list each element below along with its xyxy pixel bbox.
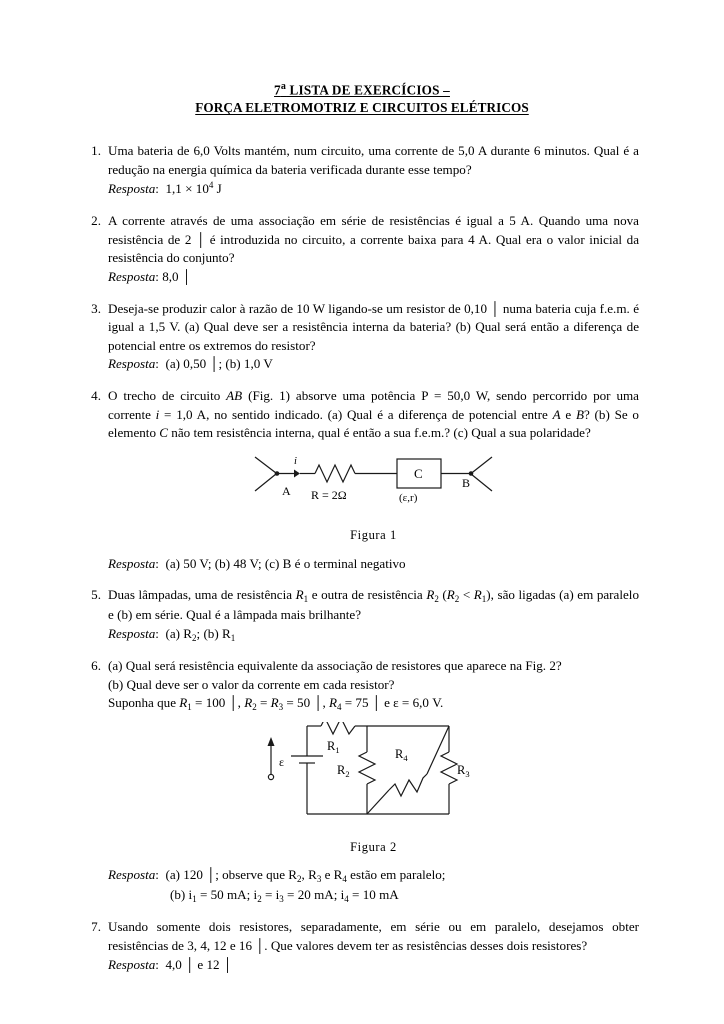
question-body [108, 300, 639, 374]
label-r2: R [426, 587, 435, 603]
page-content [85, 0, 639, 987]
answer-b-sub: 1 [230, 632, 236, 643]
seg-5: ? (b) Se o elemento [108, 406, 639, 441]
ohm-symbol: │ [206, 867, 216, 883]
answer-b: (b) i [170, 886, 193, 902]
question-number: 6. [91, 658, 101, 674]
question-body [108, 212, 639, 286]
answer-a-sub3: 3 [316, 874, 322, 885]
answer-middle: e 12 [194, 956, 223, 972]
figure-2 [108, 722, 639, 856]
question-text-part-2: numa bateria cuja f.e.m. é igual a 1,5 V. (a) Qual deve ser a resistência interna da bateria? (b) Qual será então a diferença de potencial entre os extremos do resistor? [108, 300, 640, 353]
question-body [108, 142, 639, 199]
answer-unit: J [213, 180, 222, 196]
ohm-symbol: │ [181, 268, 192, 284]
question-line-b: (b) Qual deve ser o valor da corrente em cada resistor? [108, 676, 395, 692]
answer-b-s2: 2 [257, 893, 262, 904]
question-4 [85, 387, 639, 574]
question-body [108, 387, 639, 574]
question-number: 3. [91, 300, 101, 316]
seg-4: < [459, 587, 474, 603]
figure-2-r4-label: $R_4$ [394, 747, 408, 764]
answer-label: Resposta [108, 268, 156, 284]
answer-value: 8,0 [162, 268, 182, 284]
seg-3: ( [438, 587, 447, 603]
label-r2: R [244, 695, 253, 711]
figure-1-element-params: (ε,r) [398, 491, 417, 504]
title-line-1 [274, 78, 450, 99]
page-title [85, 78, 639, 117]
title-line-2: FORÇA ELETROMOTRIZ E CIRCUITOS ELÉTRICOS [195, 100, 529, 116]
ohm-symbol: │ [185, 956, 195, 972]
answer-a-mid2: e R [321, 867, 343, 883]
ohm-symbol: │ [222, 956, 233, 972]
question-number: 5. [91, 587, 101, 603]
question-text-part-1: Deseja-se produzir calor à razão de 10 W ligando-se um resistor de 0,10 [108, 300, 491, 316]
label-r3-sub: 3 [278, 702, 284, 713]
answer-part-b: (b) R [203, 625, 231, 641]
label-r2-sub: 2 [252, 702, 257, 713]
answer-b-t2: = i [261, 886, 280, 902]
question-assumptions [108, 694, 639, 714]
answer-exponent: 4 [208, 179, 214, 190]
label-a: A [552, 406, 561, 422]
question-answer: Resposta: 4,0 │ e 12 │ [108, 956, 639, 975]
answer-label: Resposta [108, 956, 156, 972]
label-r1b: R [473, 587, 482, 603]
figure-2-r2-label: $R_2$ [336, 763, 350, 780]
label-b: B [575, 406, 584, 422]
question-7 [85, 918, 639, 974]
answer-a-sub2: 2 [297, 874, 302, 885]
figure-2-r1-label: $R_1$ [326, 739, 340, 756]
label-r1: R [179, 695, 188, 711]
question-text-part-2: . Que valores devem ter as resistências desses dois resistores? [264, 938, 588, 954]
question-number: 4. [91, 387, 101, 403]
figure-1-element-label: C [413, 465, 423, 481]
label-ab: AB [226, 387, 243, 403]
answer-a-pre: (a) 120 [165, 867, 207, 883]
label-c: C [159, 425, 168, 441]
ohm-symbol: │ [228, 695, 238, 711]
answer-b-s3: 3 [279, 893, 284, 904]
question-list [85, 142, 639, 974]
question-answer: Resposta: (a) $R_2$; (b) $R_1$ [108, 625, 236, 643]
comma-2: , [322, 695, 329, 711]
question-text-part-2: é introduzida no circuito, a corrente baixa para 4 A. Qual era o valor inicial da resistência do conjunto? [108, 231, 640, 266]
comma-1: , [237, 695, 245, 711]
seg-4: e [560, 406, 576, 422]
label-r2b: R [446, 587, 455, 603]
seg-1: Duas lâmpadas, uma de resistência [108, 587, 296, 603]
answer-separator: ; [218, 356, 226, 372]
answer-b-t1: = 50 mA; i [196, 886, 258, 902]
label-r1: R [295, 587, 304, 603]
question-text [108, 586, 639, 624]
answer-label: Resposta [108, 356, 156, 372]
answer-b-s4: 4 [344, 893, 349, 904]
question-1 [85, 142, 639, 199]
ohm-symbol: │ [313, 695, 323, 711]
ohm-symbol: │ [209, 356, 219, 372]
figure-2-caption: Figura 2 [350, 839, 397, 854]
seg-5: ), são ligadas (a) em paralelo e (b) em série. Qual é a lâmpada mais brilhante? [108, 587, 639, 623]
question-answer: Resposta: $1,1 \times 10^4$ J [108, 179, 222, 196]
answer-part-a: (a) 0,50 [165, 356, 210, 372]
answer-b-s1: 1 [192, 893, 197, 904]
answer-a-post: ; observe que R [215, 867, 298, 883]
title-ordinal: a [280, 81, 287, 92]
suppose-prefix: Suponha que [108, 695, 180, 711]
answer-b-t3: = 20 mA; i [283, 886, 345, 902]
figure-2-r3-label: $R_3$ [456, 763, 470, 780]
question-text [108, 212, 639, 268]
answer-value-1: 4,0 [165, 956, 186, 972]
answer-value: 1,1 × 10 [165, 180, 209, 196]
question-number: 1. [91, 143, 101, 159]
label-r2-sub: 2 [434, 594, 439, 605]
label-r4: R [328, 695, 337, 711]
figure-1-circuit [249, 451, 499, 519]
question-body [108, 586, 639, 644]
answer-b-t4: = 10 mA [348, 886, 399, 902]
question-text [108, 387, 639, 443]
figure-1-current-label: i [293, 455, 297, 467]
label-r1-sub: 1 [303, 594, 309, 605]
seg-2: (Fig. 1) absorve uma potência P = 50,0 W, sendo percorrido por uma corrente [108, 387, 639, 422]
question-body [108, 918, 639, 974]
question-text: Uma bateria de 6,0 Volts mantém, num circuito, uma corrente de 5,0 A durante 6 minutos. Qual é a redução na energia química da bateria verificada durante esse tempo? [108, 143, 639, 177]
answer-a-end: estão em paralelo; [346, 867, 446, 883]
eq-3: = 75 [341, 695, 372, 711]
answer-label: Resposta [108, 180, 156, 196]
question-text-part-1: Usando somente dois resistores, separadamente, em série ou em paralelo, desejamos obter resistências de 3, 4, 12 e 16 [108, 919, 639, 954]
title-number: 7 [274, 82, 281, 98]
answer-label: Resposta [108, 867, 156, 883]
seg-3: = 1,0 A, no sentido indicado. (a) Qual é a diferença de potencial entre [159, 406, 553, 422]
eq-1: = 100 [191, 695, 229, 711]
title-line-1-rest: LISTA DE EXERCÍCIOS – [286, 82, 450, 98]
label-r1b-sub: 1 [481, 594, 487, 605]
seg-2: e outra de resistência [308, 587, 427, 603]
question-5 [85, 586, 639, 644]
question-text-part-1: A corrente através de uma associação em série de resistências é igual a 5 A. Quando uma nova resistência de 2 [108, 213, 639, 247]
question-text [108, 918, 639, 955]
ohm-symbol: │ [255, 938, 265, 954]
seg-6: não tem resistência interna, qual é então a sua f.e.m.? (c) Qual a sua polaridade? [168, 425, 591, 441]
question-2 [85, 212, 639, 286]
question-answer: Resposta: (a) 50 V; (b) 48 V; (c) B é o terminal negativo [108, 555, 406, 571]
answer-part-a: (a) R [165, 625, 193, 641]
figure-1-caption: Figura 1 [350, 528, 397, 543]
ohm-symbol: │ [196, 231, 206, 247]
answer-label: Resposta [108, 625, 156, 641]
question-line-a: (a) Qual será resistência equivalente da associação de resistores que aparece na Fig. 2? [108, 658, 562, 674]
answer-separator: ; [196, 625, 204, 641]
figure-2-source-label: ε [278, 755, 284, 770]
label-r1-sub: 1 [187, 702, 192, 713]
question-number: 7. [91, 919, 101, 935]
suppose-tail: e ε = 6,0 V. [380, 695, 444, 711]
label-r2b-sub: 2 [454, 594, 460, 605]
question-6 [85, 657, 639, 905]
answer-part-b: (b) 1,0 V [225, 356, 273, 372]
question-answer-a: Resposta: (a) 120 │; observe que $R_2$, $R_3$ e $R_4$ estão em paralelo; [108, 867, 446, 885]
label-r4-sub: 4 [336, 702, 342, 713]
figure-1-resistor-label: R = 2Ω [310, 487, 347, 502]
figure-1 [108, 451, 639, 545]
answer-a-sub4: 4 [342, 874, 347, 885]
question-answer: Resposta: 8,0 │ [108, 268, 639, 287]
answer-label: Resposta [108, 555, 156, 571]
question-answer-b [108, 886, 639, 906]
ohm-symbol: │ [371, 695, 382, 711]
question-text [108, 300, 639, 356]
label-i: i [155, 406, 160, 422]
answer-a-mid: , R [301, 867, 317, 883]
seg-1: O trecho de circuito [108, 387, 227, 403]
ohm-symbol: │ [490, 300, 500, 316]
eq-mid: = [256, 695, 271, 711]
label-r3: R [270, 695, 279, 711]
answer-a-sub: 2 [192, 632, 197, 643]
answer-value: (a) 50 V; (b) 48 V; (c) B é o terminal negativo [165, 555, 406, 571]
question-body [108, 657, 639, 905]
question-3 [85, 300, 639, 374]
figure-2-circuit [249, 722, 499, 830]
figure-1-terminal-a: A [281, 483, 291, 498]
figure-1-terminal-b: B [461, 475, 470, 490]
eq-2: = 50 [283, 695, 314, 711]
question-number: 2. [91, 213, 101, 229]
question-answer: Resposta: (a) 0,50 │; (b) 1,0 V [108, 355, 639, 374]
